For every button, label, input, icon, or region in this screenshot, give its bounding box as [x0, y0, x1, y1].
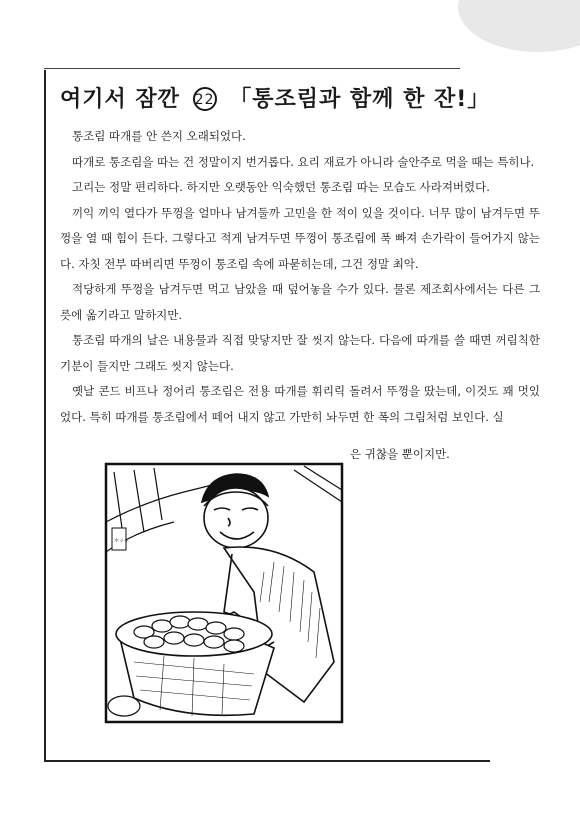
paragraph: 통조림 따개의 날은 내용물과 직접 맞닿지만 잘 씻지 않는다. 다음에 따개를 쓸 때면 꺼림칙한 기분이 들지만 그래도 씻지 않는다. — [60, 333, 540, 373]
manga-illustration-icon — [104, 462, 344, 724]
paragraph: 고리는 정말 편리하다. 하지만 오랫동안 익숙했던 통조림 따는 모습도 사라져버렸다. — [72, 180, 490, 194]
title-prefix: 여기서 잠깐 — [60, 87, 180, 112]
title-number: 22 — [193, 87, 217, 111]
frame-top-rule — [44, 68, 460, 69]
paragraph: 통조림 따개를 안 쓴지 오래되었다. — [72, 129, 246, 143]
title-text: 「통조림과 함께 한 잔!」 — [229, 87, 491, 112]
frame-left-rule — [44, 70, 46, 762]
paragraph: 옛날 콘드 비프나 정어리 통조림은 전용 따개를 휘리릭 돌려서 뚜껑을 땄는데, 이것도 꽤 멋있었다. 특히 따개를 통조림에서 떼어 내지 않고 가만히 놔두면 한 폭의 그림처럼 보인다. 실 — [60, 384, 540, 424]
paragraph-tail: 은 귀찮을 뿐이지만. — [350, 447, 450, 461]
paragraph: 끼익 끼익 열다가 뚜껑을 얼마나 남겨둘까 고민을 한 적이 있을 것이다. 너무 많이 남겨두면 뚜껑을 열 때 힘이 든다. 그렇다고 적게 남겨두면 뚜껑이 통조림에 푹 빠져 손가락이 들어가지 않는다. 자칫 전부 따버리면 뚜껑이 통조림 속에 파묻히는데, 그건 정말 최악. — [60, 205, 540, 271]
page-title — [60, 82, 540, 113]
article-body — [60, 124, 540, 430]
frame-bottom-rule — [44, 760, 490, 762]
paragraph: 적당하게 뚜껑을 남겨두면 먹고 남았을 때 덮어놓을 수가 있다. 물론 제조회사에서는 다른 그릇에 옮기라고 말하지만. — [60, 282, 540, 322]
corner-decoration — [458, 0, 580, 52]
shop-sign-text: ホッキ — [114, 538, 130, 544]
manga-illustration — [104, 462, 344, 724]
paragraph: 따개로 통조림을 따는 건 정말이지 번거롭다. 요리 재료가 아니라 술안주로 먹을 때는 특히나. — [72, 154, 535, 169]
